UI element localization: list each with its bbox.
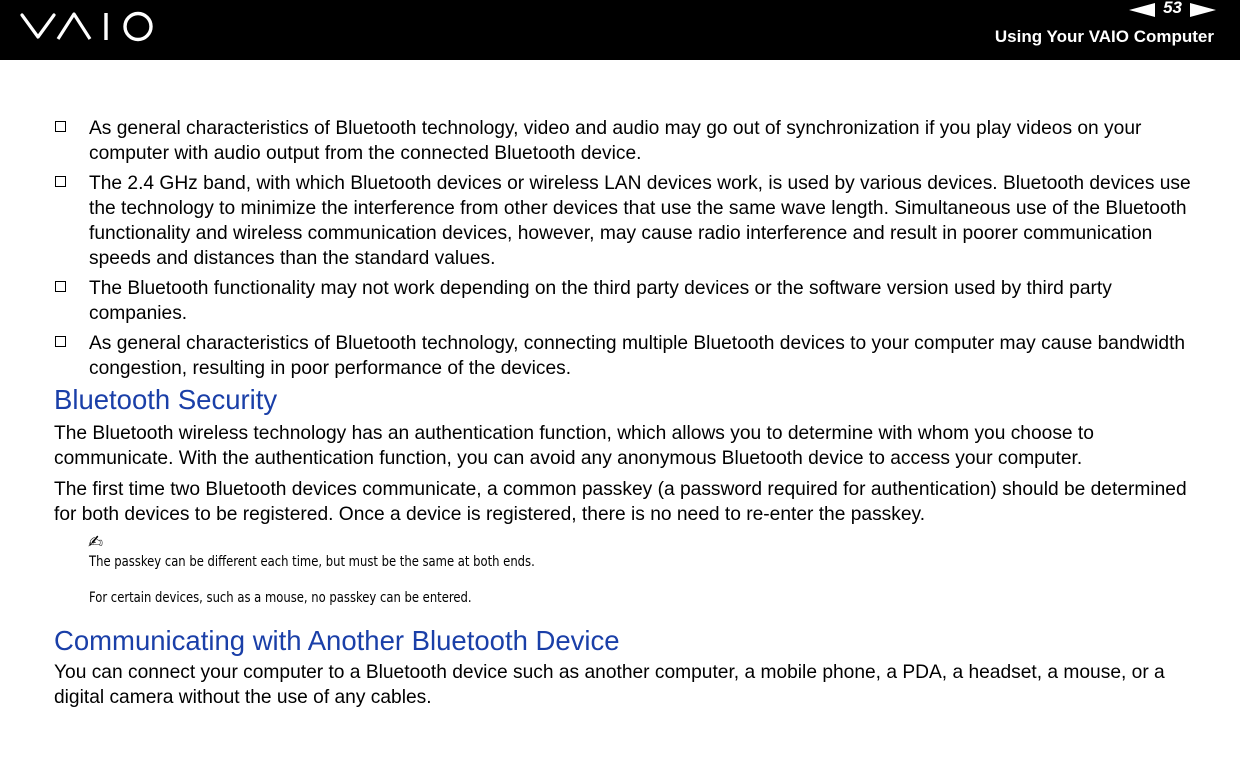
right-arrow-icon[interactable] <box>1190 3 1216 17</box>
list-item: The 2.4 GHz band, with which Bluetooth devices or wireless LAN devices work, is used by various devices. Bluetooth devices use the technology to minimize the interference from other devices that use the same wave length. Simultaneous use of the Bluetooth functionality and wireless communication devices, however, may cause radio interference and result in poorer communication speeds and distances than the standard values. <box>54 171 1194 271</box>
list-item: As general characteristics of Bluetooth technology, connecting multiple Bluetooth devices to your computer may cause bandwidth congestion, resulting in poor performance of the devices. <box>54 331 1194 381</box>
list-item: As general characteristics of Bluetooth technology, video and audio may go out of synchronization if you play videos on your computer with audio output from the connected Bluetooth device. <box>54 116 1194 166</box>
communicating-paragraph: You can connect your computer to a Bluetooth device such as another computer, a mobile phone, a PDA, a headset, a mouse, or a digital camera without the use of any cables. <box>54 662 1165 708</box>
left-arrow-icon[interactable] <box>1129 3 1155 17</box>
section-title: Using Your VAIO Computer <box>994 27 1214 46</box>
checkbox-bullet-icon <box>55 176 66 187</box>
security-paragraph-1: The Bluetooth wireless technology has an authentication function, which allows you to determine with whom you choose to communicate. With the authentication function, you can avoid any anonymous Bluetooth device to access your computer. <box>54 423 1094 469</box>
communicating-heading: Communicating with Another Bluetooth Device <box>54 625 620 656</box>
note-text-2: For certain devices, such as a mouse, no passkey can be entered. <box>89 590 472 606</box>
list-item: The Bluetooth functionality may not work depending on the third party devices or the software version used by third party companies. <box>54 276 1194 326</box>
checkbox-bullet-icon <box>55 281 66 292</box>
security-heading: Bluetooth Security <box>54 384 278 415</box>
note-text-1: The passkey can be different each time, but must be the same at both ends. <box>89 554 535 570</box>
page-content <box>54 116 1194 710</box>
page-header <box>0 0 1240 60</box>
checkbox-bullet-icon <box>55 336 66 347</box>
security-paragraph-2: The first time two Bluetooth devices communicate, a common passkey (a password required for authentication) should be determined for both devices to be registered. Once a device is registered, there is no need to re-enter the passkey. <box>54 479 1187 525</box>
page-navigation <box>1129 0 1216 20</box>
note-pencil-icon: ✍ <box>88 532 104 552</box>
page-number: 53 <box>1163 0 1182 17</box>
bullet-list <box>54 116 1194 381</box>
checkbox-bullet-icon <box>55 121 66 132</box>
vaio-logo <box>20 9 160 43</box>
